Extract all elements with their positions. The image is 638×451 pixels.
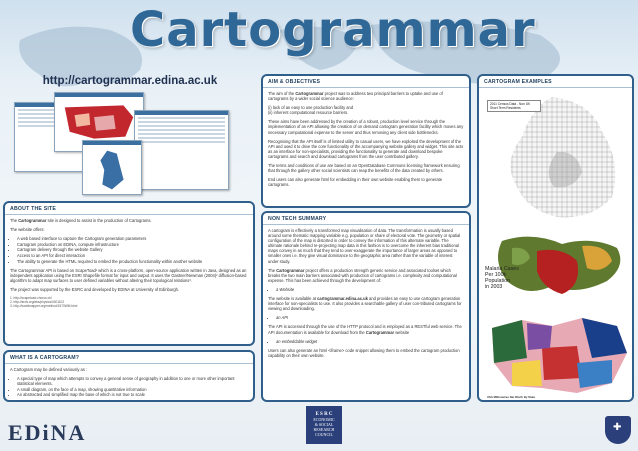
about-intro: The Cartogrammar site is designed to assist in the production of Cartograms.: [10, 218, 152, 223]
what-intro: A Cartogram may be defined variously as :: [10, 367, 88, 372]
malaria-line: Population: [485, 278, 511, 284]
page-title: Cartogrammar: [130, 2, 536, 58]
nontech-website: The website is available at cartogrammar.edina.ac.uk and provides an easy to use cartogram generation interface for non-specialists to use. It also provides a searchable gallery of user con-tributed cartograms for viewing and downloading.: [268, 296, 462, 312]
malaria-line: in 2003: [485, 284, 503, 290]
screenshot-uk-map: [82, 140, 142, 195]
aim-barriers: (i) lack of an easy to use production facility and (ii) inherent computational resource barriers.: [268, 105, 354, 116]
examples-heading: CARTOGRAM EXAMPLES: [479, 76, 632, 88]
what-panel: [3, 350, 255, 402]
list-item: • A web based interface to capture the Cartogram generation parameters: [17, 236, 248, 241]
nontech-definition: A cartogram is effectively a transformed map visualisation of data. The transformation is usually based around some thematic mapping variable e.g. population or share of electoral vote. The geometry or spatial configuration of the map is distorted in order to convey the information of this alternate variable. The ultimate rationale behind re-projecting map data in this fashion is to overcome the inherent bias traditional maps convey in as much that they tend to over-exaggerate the importance of larger areas as opposed to smaller ones i.e. they give visual dominance to the geographic area rather than the variable of interest under study.: [268, 228, 461, 264]
item-api: • an API: [276, 315, 464, 320]
list-item: • A small diagram, on the face of a map, showing quantitative information: [17, 387, 248, 392]
uk-map-thumbnail: [83, 145, 141, 195]
esrc-logo: E S R C ECONOMIC & SOCIAL RESEARCH COUNCIL: [306, 406, 342, 444]
list-item: • An abstracted and simplified map the base of which is not true to scale: [17, 392, 248, 397]
university-crest-icon: [605, 416, 631, 444]
usa-cartogram: [482, 308, 632, 402]
edina-logo: EDiNA: [8, 420, 87, 445]
item-widget: • an embeddable widget: [276, 339, 464, 344]
footnote[interactable]: 2. http://arxiv.org/abs/physics/0401102: [10, 300, 65, 305]
nontech-panel: [261, 211, 471, 402]
usa-label: USA Millionaires Net Worth By State: [487, 395, 536, 399]
website-screenshots: [14, 92, 244, 197]
item-website: • a Website: [276, 287, 464, 292]
aim-recognising: Recognising that the API itself is of limited utility to casual users, we have exploited the development of the API and used it to drive the core functionality of the accompanying website gallery and widget. This site acts as an interface for non-specialists, providing the functionality to generate and download bespoke cartograms and search and download cartograms from the user contributed gallery.: [268, 138, 464, 159]
about-api: The Cartogrammar API is based on ScapeToad¹ which is a cross-platform, open-source application written in Java, designed as an independent application using the ESRI Shapefile format for input and output. It uses the Gastner/Newman (2004)² diffusion-based algorithm to adapt map surfaces to user defined variables without altering their topological relations³.: [10, 267, 247, 283]
about-heading: ABOUT THE SITE: [5, 203, 253, 215]
nontech-api: The API is accessed through the use of the HTTP protocol and is employed as a RESTful web service. The API documentation is available for download from the Cartogrammar website: [268, 324, 462, 335]
what-list: [17, 376, 248, 397]
nontech-offers: The Cartogrammar project offers a production strength generic service and associated toolset which breaks the two main barriers associated with production of cartograms i.e. complexity and computational expense. This has been achieved through the development of:: [268, 267, 457, 283]
about-support: The project was supported by the ESRC and developed by EDINA at University of Edinburgh.: [10, 286, 180, 292]
aim-panel: [261, 74, 471, 208]
aim-terms: The terms and conditions of use are based on an OpenDatabase Commons licensing framework ensuring that through the gallery other social scientists can reap the benefits of the data created by others.: [268, 163, 460, 174]
aim-embed: End users can also generate html for embedding in their own website enabling them to generate cartograms.: [268, 177, 443, 188]
nontech-heading: NON TECH SUMMARY: [263, 213, 469, 225]
census-label: 2011 Census Data - Non UK Short Term Residents: [487, 100, 541, 112]
list-item: • Cartogram production on EDINA, compute infrastructure: [17, 242, 248, 247]
aim-intro: The aim of the Cartogrammar project was to address two principal barriers to uptake and use of cartograms by a wider social science audience:: [268, 91, 443, 102]
list-item: • Access to an API for direct interaction: [17, 253, 248, 258]
footnote[interactable]: 1. http://scapetoad.choros.ch/: [10, 296, 52, 301]
list-item: • Cartogram delivery through the website Gallery: [17, 247, 248, 252]
examples-panel: [477, 74, 634, 402]
list-item: • The ability to generate the HTML required to embed the production functionality within another website: [17, 259, 248, 264]
aim-addressed: These aims have been addressed by the creation of a robust, production level service through the implementation of an API allowing the creation of on demand cartogram generation facility which moves any necessary computational expense to the server and thus removing any client side bottlenecks.: [268, 119, 464, 135]
list-item: • A special type of map which attempts to convey a general sense of geography in addition to one or more other important statistical elements.: [17, 376, 248, 386]
about-panel: [3, 201, 255, 346]
about-offers: The website offers:: [10, 227, 45, 233]
malaria-line: Per 100k: [485, 272, 507, 278]
what-heading: WHAT IS A CARTOGRAM?: [5, 352, 253, 364]
site-url[interactable]: http://cartogrammar.edina.ac.uk: [42, 75, 218, 87]
nontech-widget: Users can also generate an html <iframe> code snippet allowing them to embed the cartogram production capability on their own website.: [268, 347, 460, 358]
aim-heading: AIM & OBJECTIVES: [263, 76, 469, 88]
footnote[interactable]: 3. http://worldmapper.org/method/1570WM.html: [10, 304, 78, 309]
screenshot-form: [134, 110, 229, 190]
malaria-line: Malaria Cases: [485, 266, 519, 272]
malaria-label: [485, 266, 519, 290]
about-list: [17, 236, 248, 263]
